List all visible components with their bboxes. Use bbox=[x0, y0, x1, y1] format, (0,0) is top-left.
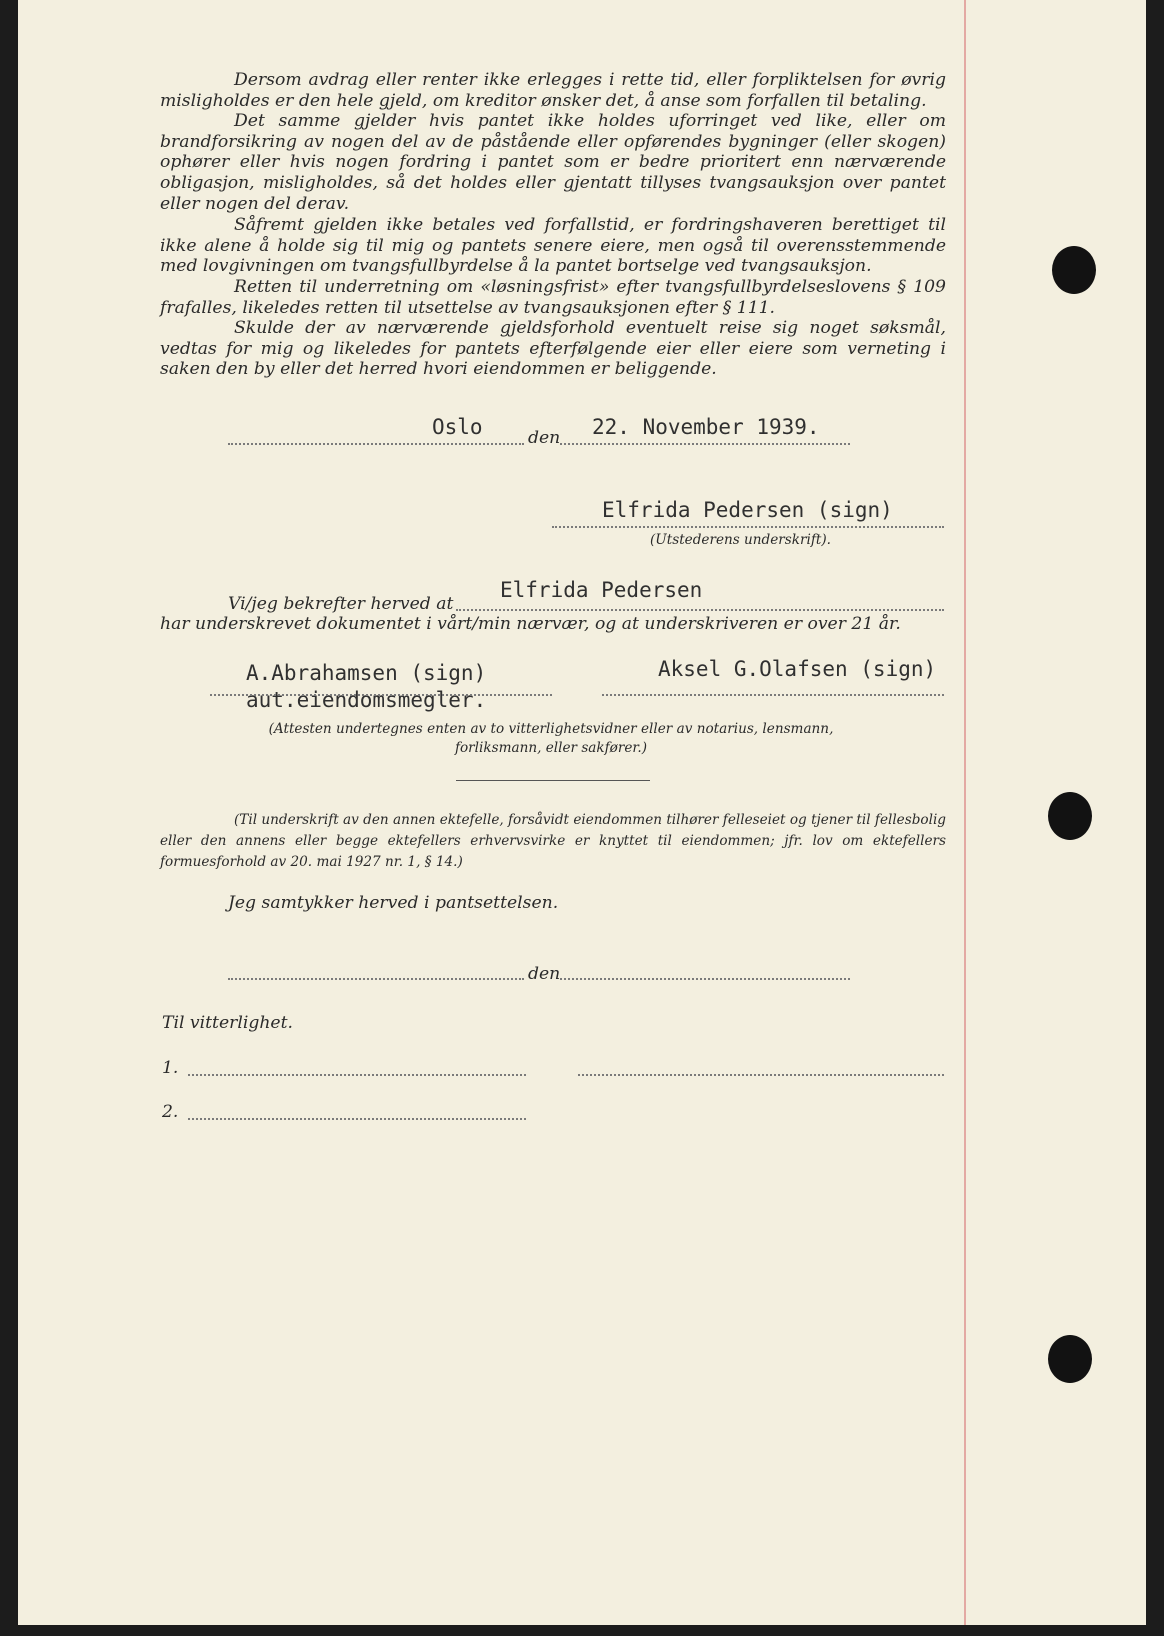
separator-line bbox=[456, 780, 650, 781]
punch-hole-top bbox=[1052, 246, 1096, 294]
punch-hole-bottom bbox=[1048, 1335, 1092, 1383]
issuer-dotted-line bbox=[552, 526, 944, 528]
document-page bbox=[18, 0, 1146, 1625]
attestation-line2: har underskrevet dokumentet i vårt/min nærvær, og at underskriveren er over 21 år. bbox=[160, 614, 901, 634]
spouse-note: (Til underskrift av den annen ektefelle, forsåvidt eiendommen tilhører felleseiet og tjener til fellesbolig eller den annens eller begge ektefellers erhvervsvirke er knyttet til eiendommen; jfr. lov om ektefellers formuesforhold av 20. mai 1927 nr. 1, § 14.) bbox=[160, 812, 946, 870]
punch-hole-middle bbox=[1048, 792, 1092, 840]
spouse-place-dotted-line bbox=[228, 978, 524, 980]
issuer-signature: Elfrida Pedersen (sign) bbox=[602, 498, 893, 522]
witness1-title: aut.eiendomsmegler. bbox=[246, 688, 487, 712]
date-den-label: den bbox=[528, 428, 561, 448]
spouse-consent: Jeg samtykker herved i pantsettelsen. bbox=[228, 893, 559, 913]
witness2-dotted-line bbox=[602, 694, 944, 696]
spouse-date-dotted-line bbox=[560, 978, 850, 980]
witness-line-1a bbox=[188, 1074, 526, 1076]
attested-name: Elfrida Pedersen bbox=[500, 578, 703, 602]
witness-heading: Til vitterlighet. bbox=[162, 1013, 293, 1033]
witness2-name: Aksel G.Olafsen (sign) bbox=[658, 657, 937, 681]
attestation-prefix: Vi/jeg bekrefter herved at bbox=[228, 594, 454, 614]
clause-default: Dersom avdrag eller renter ikke erlegges i rette tid, eller forpliktelsen for øvrig misligholdes er den hele gjeld, om kreditor ønsker det, å anse som forfallen til betaling. bbox=[160, 70, 946, 111]
clause-foreclosure: Såfremt gjelden ikke betales ved forfallstid, er fordringshaveren berettiget til ikke alene å holde sig til mig og pantets senere eiere, men også til overensstemmende med lovgivningen om tvangsfullbyrdelse å la pantet bortselge ved tvangsauksjon. bbox=[160, 215, 946, 277]
clause-insurance: Det samme gjelder hvis pantet ikke holdes uforringet ved like, eller om brandforsikring av nogen del av de påstående eller opførendes bygninger (eller skogen) ophører eller hvis nogen fordring i pantet som er bedre prioritert enn nærværende obligasjon, misligholdes, så det holdes eller gjentatt tillyses tvangsauksjon over pantet eller nogen del derav. bbox=[160, 111, 946, 214]
witness-item-2: 2. bbox=[162, 1102, 179, 1122]
clause-venue: Skulde der av nærværende gjeldsforhold eventuelt reise sig noget søksmål, vedtas for mig og likeledes for pantets efterfølgende eier eller eiere som verneting i saken den by eller det herred hvori eiendommen er beliggende. bbox=[160, 318, 946, 380]
issuer-caption: (Utstederens underskrift). bbox=[650, 532, 831, 548]
clause-notice-waiver: Retten til underretning om «løsningsfrist» efter tvangsfullbyrdelseslovens § 109 frafalles, likeledes retten til utsettelse av tvangsauksjonen efter § 111. bbox=[160, 277, 946, 318]
attestation-note: (Attesten undertegnes enten av to vitterlighetsvidner eller av notarius, lensmann, forliksmann, eller sakfører.) bbox=[268, 721, 834, 756]
place-dotted-line bbox=[228, 443, 524, 445]
date-dotted-line bbox=[560, 443, 850, 445]
date-place: Oslo bbox=[432, 415, 483, 439]
attested-name-dotted-line bbox=[456, 609, 944, 611]
witness1-name: A.Abrahamsen (sign) bbox=[246, 661, 487, 685]
margin-rule bbox=[964, 0, 966, 1625]
date-value: 22. November 1939. bbox=[592, 415, 820, 439]
witness-line-1b bbox=[578, 1074, 944, 1076]
witness-item-1: 1. bbox=[162, 1058, 179, 1078]
witness-line-2 bbox=[188, 1118, 526, 1120]
witness1-dotted-line bbox=[210, 694, 552, 696]
spouse-den-label: den bbox=[528, 964, 561, 984]
